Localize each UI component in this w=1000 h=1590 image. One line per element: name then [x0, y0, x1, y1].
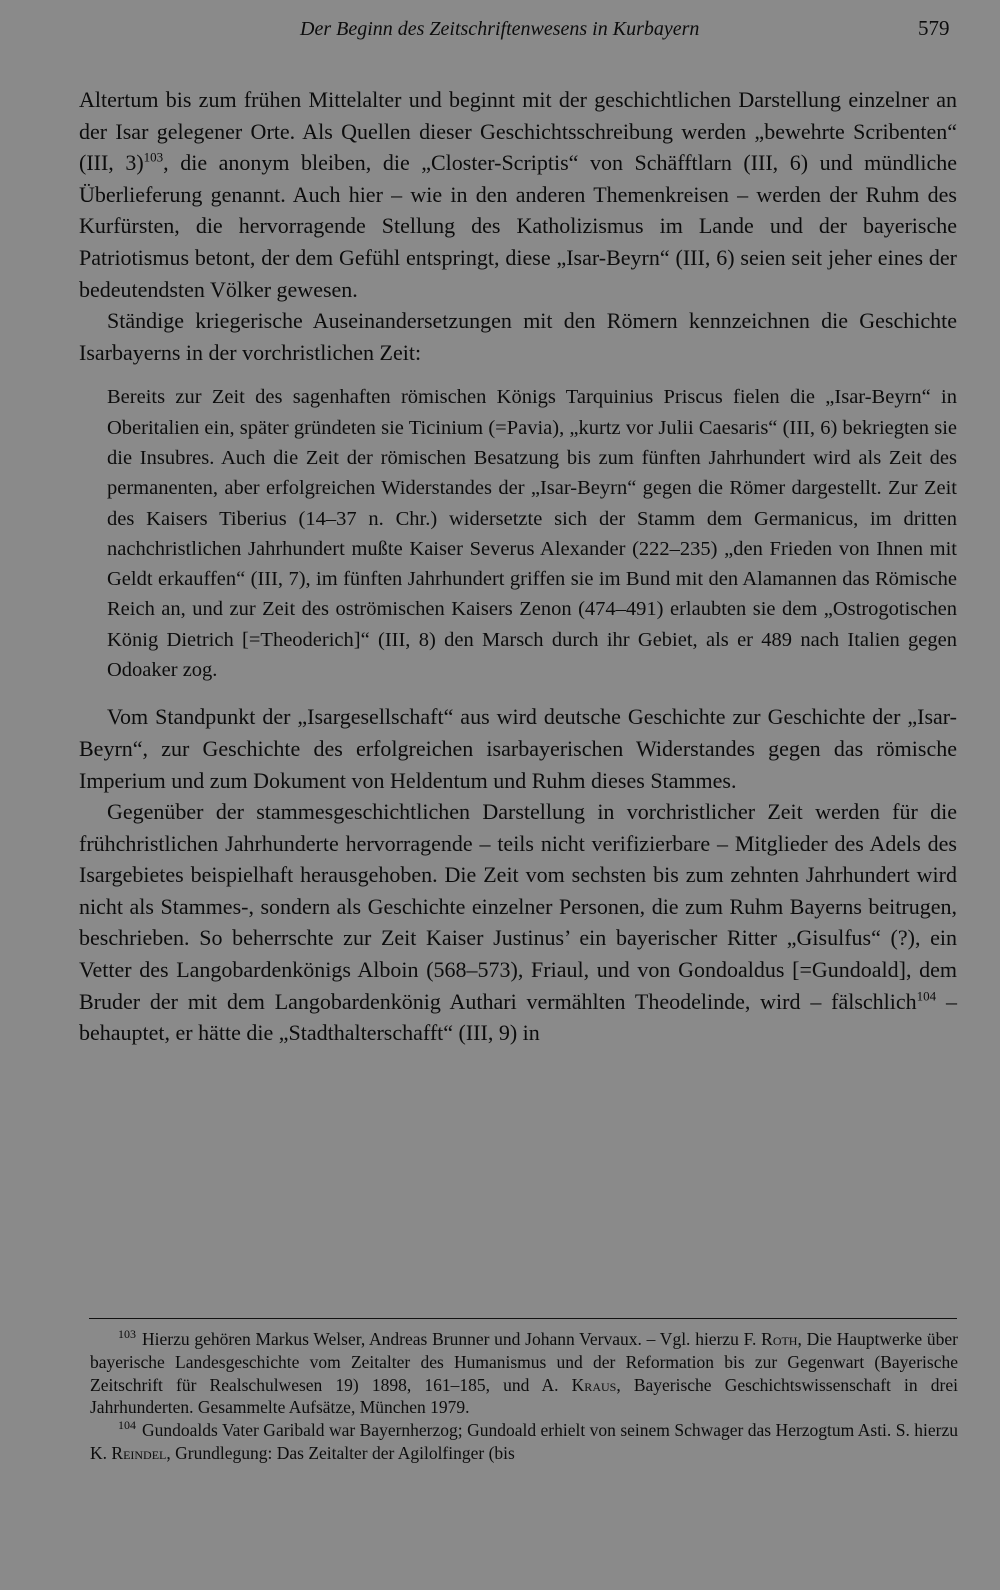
paragraph-1-text-a: Altertum bis zum frühen Mittelalter und beginnt mit der geschichtlichen Darstellung einzelner an der Isar gelegener Orte. Als Quellen dieser Geschichtsschreibung werden „bewehrte Scribenten“ (III, 3) [79, 87, 957, 176]
paragraph-4-text-a: Gegenüber der stammesgeschichtlichen Darstellung in vorchristlicher Zeit werden für die frühchristlichen Jahrhunderte hervorragende – teils nicht verifizierbare – Mitglieder des Adels des Isargebietes beispielhaft herausgehoben. Die Zeit vom sechsten bis zum zehnten Jahrhundert wird nicht als Stammes-, sondern als Geschichte einzelner Personen, die zum Ruhm Bayerns beitrugen, beschrieben. So beherrschte zur Zeit Kaiser Justinus’ ein bayerischer Ritter „Gisulfus“ (?), ein Vetter des Langobardenkönigs Alboin (568–573), Friaul, und von Gondoaldus [=Gundoald], dem Bruder der mit dem Langobardenkönig Authari vermählten Theodelinde, wird – fälschlich [79, 799, 957, 1014]
footnote-ref-103[interactable]: 103 [143, 149, 164, 165]
footnote-number: 104 [118, 1418, 136, 1433]
footnote-ref-104[interactable]: 104 [916, 988, 937, 1004]
footnote-text: Gundoalds Vater Garibald war Bayernherzog; Gundoald erhielt von seinem Schwager das Herzogtum Asti. S. hierzu K. [90, 1420, 958, 1463]
paragraph-2: Ständige kriegerische Auseinandersetzungen mit den Römern kennzeichnen die Geschichte Isarbayerns in der vorchristlichen Zeit: [79, 308, 957, 365]
running-header [0, 14, 1000, 54]
footnote-divider [89, 1318, 957, 1319]
footnote-text: , Grundlegung: Das Zeitalter der Agilolfinger (bis [166, 1442, 515, 1463]
footnote-104 [90, 1419, 958, 1465]
paragraph-4-text-b: – behauptet, er hätte die „Stadthalterschafft“ (III, 9) in [79, 988, 957, 1046]
footnote-text: Hierzu gehören Markus Welser, Andreas Brunner und Johann Vervaux. – Vgl. hierzu F. [142, 1329, 762, 1349]
footnotes [90, 1328, 958, 1465]
paragraph-1 [79, 84, 957, 305]
paragraph-1-text-b: , die anonym bleiben, die „Closter-Scriptis“ von Schäfftlarn (III, 6) und mündliche Überlieferung genannt. Auch hier – wie in den anderen Themenkreisen – werden der Ruhm des Kurfürsten, die hervorragende Stellung des Katholizismus im Lande und der bayerische Patriotismus betont, der dem Gefühl entspringt, diese „Isar-Beyrn“ (III, 6) seien seit jeher eines der bedeutendsten Völker gewesen. [79, 150, 957, 302]
paragraph-4 [79, 796, 957, 1049]
page-number: 579 [918, 16, 950, 40]
author-name: Roth [761, 1329, 798, 1349]
footnote-text: , Die Hauptwerke über bayerische Landesgeschichte vom Zeitalter des Humanismus und der Reformation bis zur Gegenwart (Bayerische Zeitschrift für Realschulwesen 19) 1898, 161–185, und A. [90, 1329, 959, 1395]
block-quote: Bereits zur Zeit des sagenhaften römischen Königs Tarquinius Priscus fielen die „Isar-Beyrn“ in Oberitalien ein, später gründeten sie Ticinium (=Pavia), „kurtz vor Julii Caesaris“ (III, 6) bekriegten sie die Insubres. Auch die Zeit der römischen Besatzung bis zum fünften Jahrhundert wird als Zeit des permanenten, aber erfolgreichen Widerstandes der „Isar-Beyrn“ gegen die Römer dargestellt. Zur Zeit des Kaisers Tiberius (14–37 n. Chr.) widersetzte sich der Stamm dem Germanicus, im dritten nachchristlichen Jahrhundert mußte Kaiser Severus Alexander (222–235) „den Frieden von Ihnen mit Geldt erkauffen“ (III, 7), im fünften Jahrhundert griffen sie im Bund mit den Alamannen das Römische Reich an, und zur Zeit des oströmischen Kaisers Zenon (474–491) erlaubten sie dem „Ostrogotischen König Dietrich [=Theoderich]“ (III, 8) den Marsch durch ihr Gebiet, als er 489 nach Italien gegen Odoaker zog. [107, 386, 957, 682]
footnote-text: , Bayerische Geschichtswissenschaft in drei Jahrhunderten. Gesammelte Aufsätze, München 1979. [90, 1374, 958, 1418]
author-name: Reindel [111, 1442, 167, 1463]
paragraph-3: Vom Standpunkt der „Isargesellschaft“ aus wird deutsche Geschichte zur Geschichte der „Isar-Beyrn“, zur Geschichte des erfolgreichen isarbayerischen Widerstandes gegen das römische Imperium und zum Dokument von Heldentum und Ruhm dieses Stammes. [79, 704, 957, 793]
author-name: Kraus [571, 1374, 617, 1395]
main-text [79, 84, 957, 1049]
footnote-number: 103 [118, 1327, 136, 1342]
footnote-103 [90, 1328, 958, 1419]
running-title: Der Beginn des Zeitschriftenwesens in Kurbayern [300, 18, 700, 40]
